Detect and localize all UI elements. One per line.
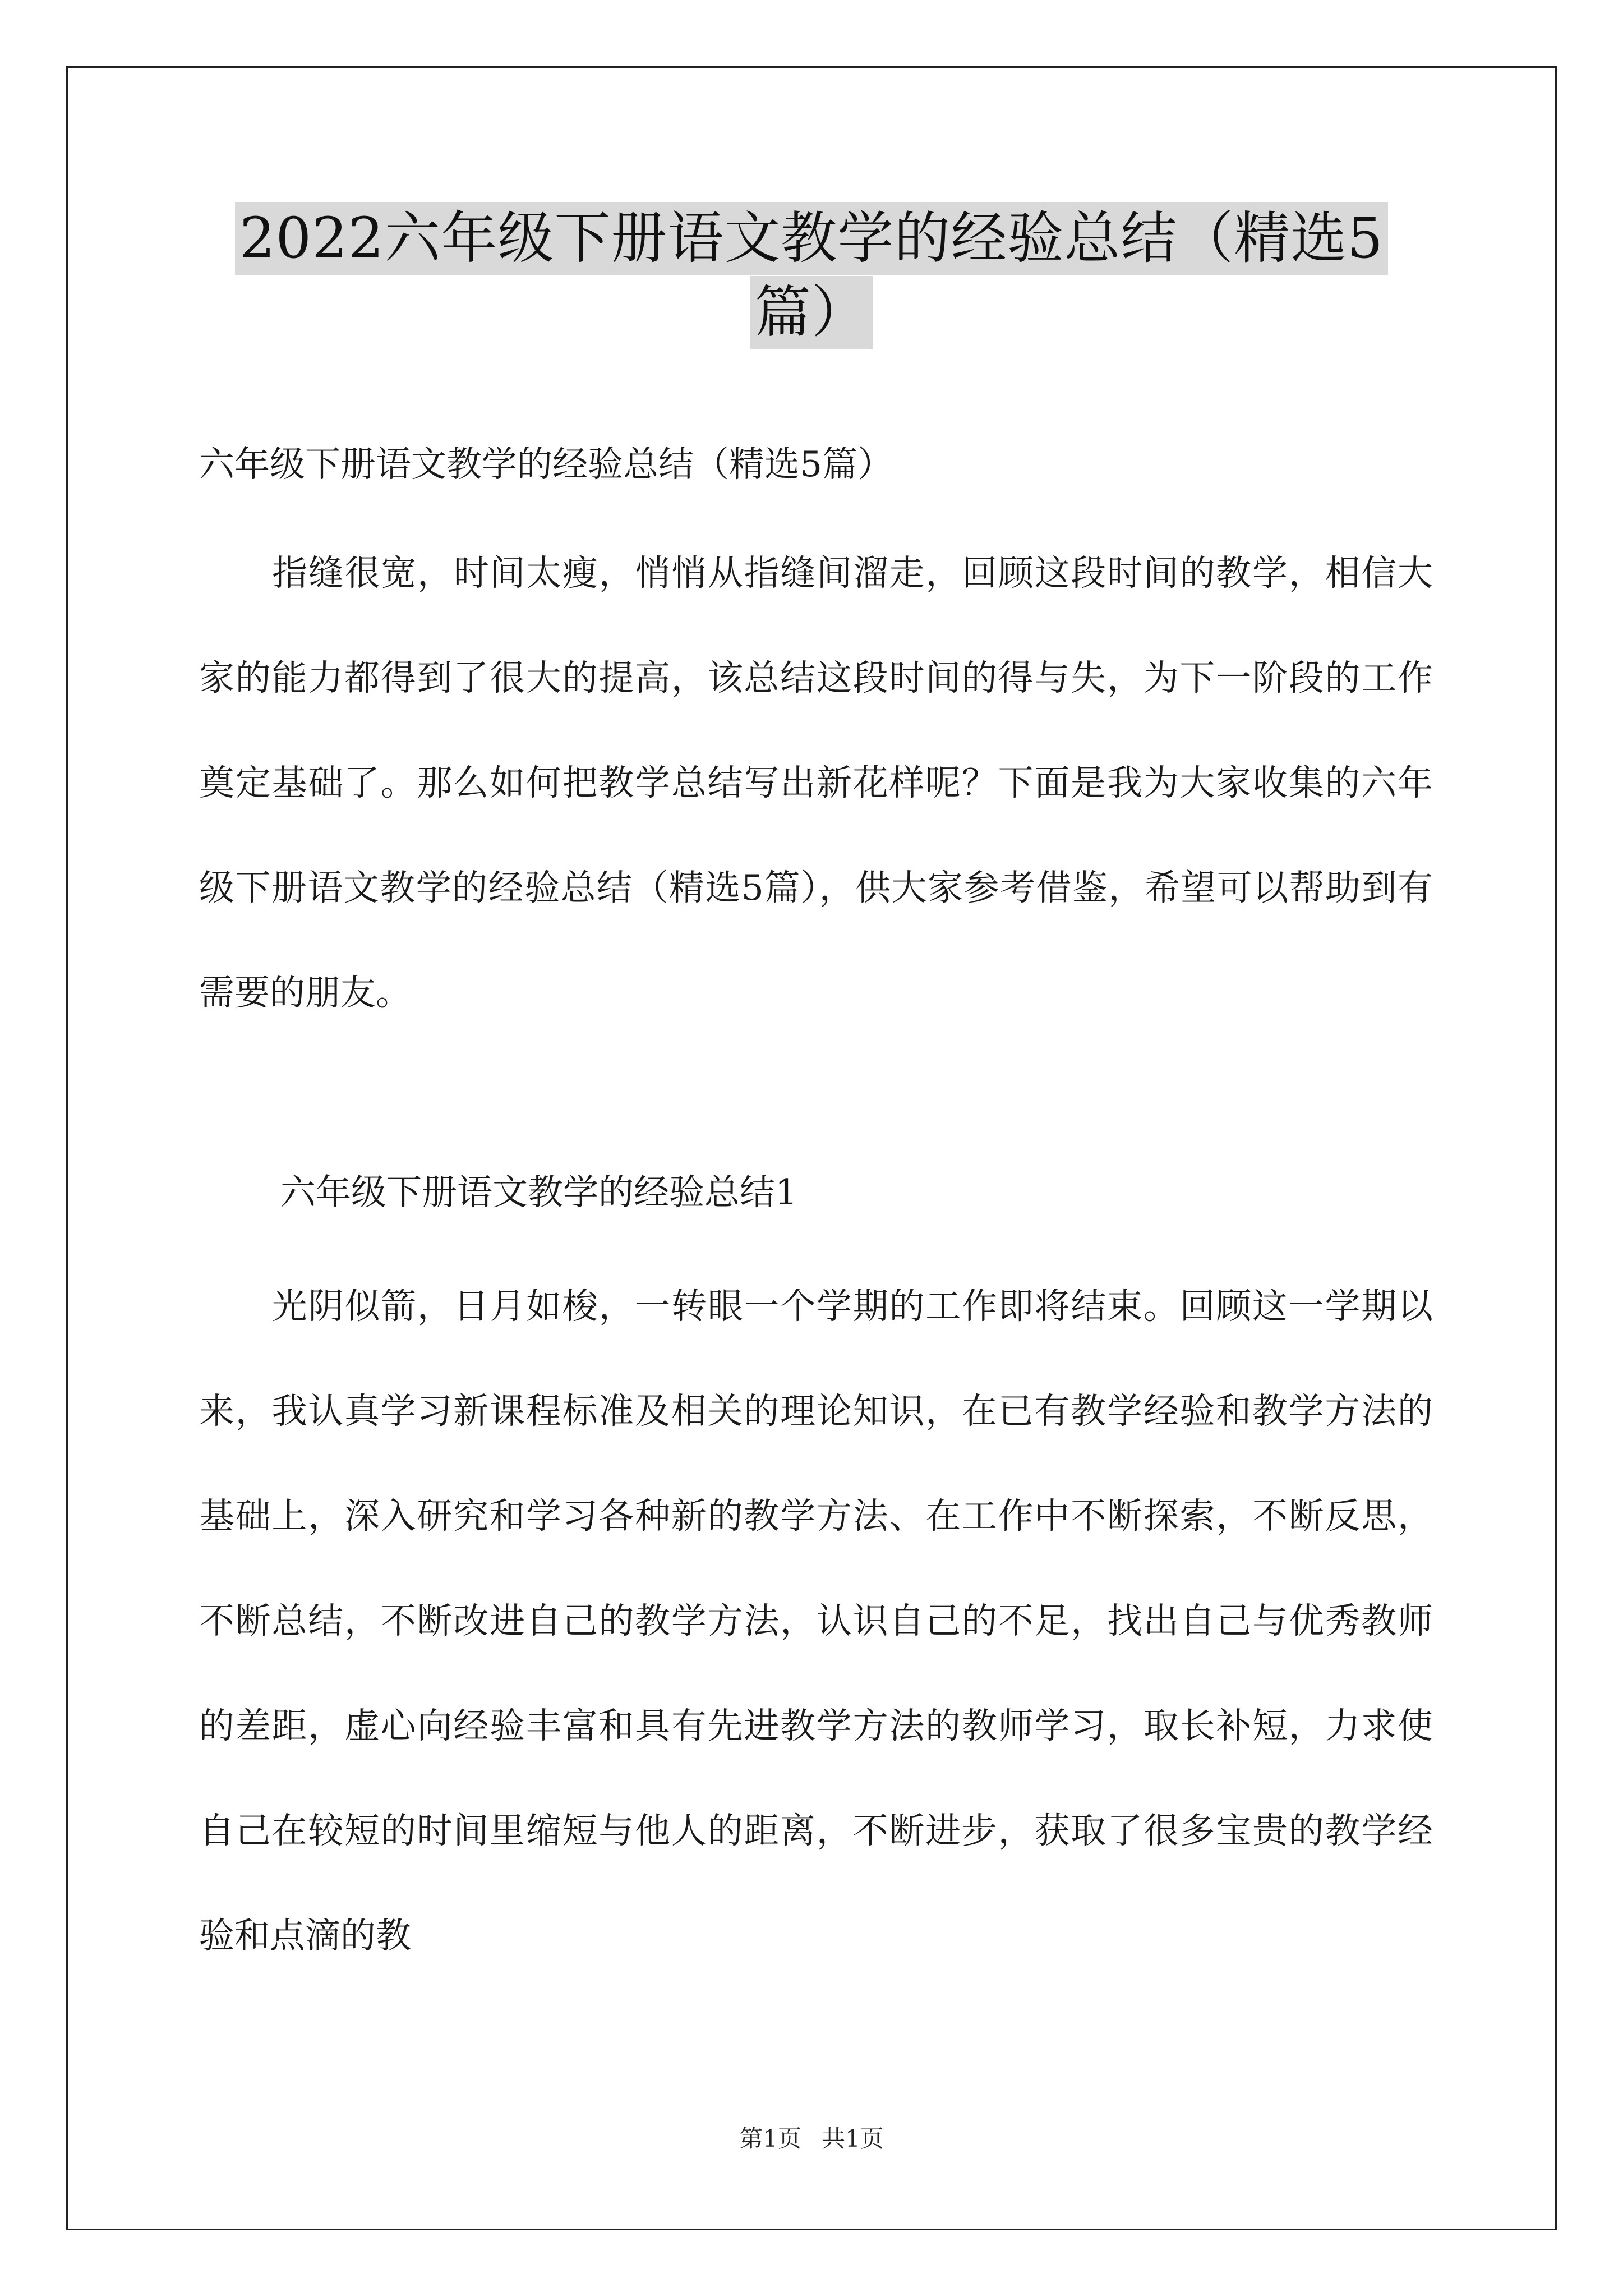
section-paragraph: 光阴似箭，日月如梭，一转眼一个学期的工作即将结束。回顾这一学期以来，我认真学习新课程标准及相关的理论知识，在已有教学经验和教学方法的基础上，深入研究和学习各种新的教学方法、在工作中不断探索，不断反思，不断总结，不断改进自己的教学方法，认识自己的不足，找出自己与优秀教师的差距，虚心向经验丰富和具有先进教学方法的教师学习，取长补短，力求使自己在较短的时间里缩短与他人的距离，不断进步，获取了很多宝贵的教学经验和点滴的教 (199, 1286, 1433, 1956)
document-title (0, 202, 1623, 349)
document-subtitle: 六年级下册语文教学的经验总结（精选5篇） (199, 444, 893, 485)
page-footer (0, 2120, 1623, 2154)
section-heading: 六年级下册语文教学的经验总结1 (280, 1172, 798, 1213)
page-total: 共1页 (822, 2125, 884, 2152)
title-line-1: 2022六年级下册语文教学的经验总结（精选5 (235, 202, 1388, 275)
intro-paragraph: 指缝很宽，时间太瘦，悄悄从指缝间溜走，回顾这段时间的教学，相信大家的能力都得到了很大的提高，该总结这段时间的得与失，为下一阶段的工作奠定基础了。那么如何把教学总结写出新花样呢？下面是我为大家收集的六年级下册语文教学的经验总结（精选5篇），供大家参考借鉴，希望可以帮助到有需要的朋友。 (199, 553, 1433, 1013)
page-number: 第1页 (739, 2125, 801, 2152)
title-line-2: 篇） (750, 276, 873, 349)
